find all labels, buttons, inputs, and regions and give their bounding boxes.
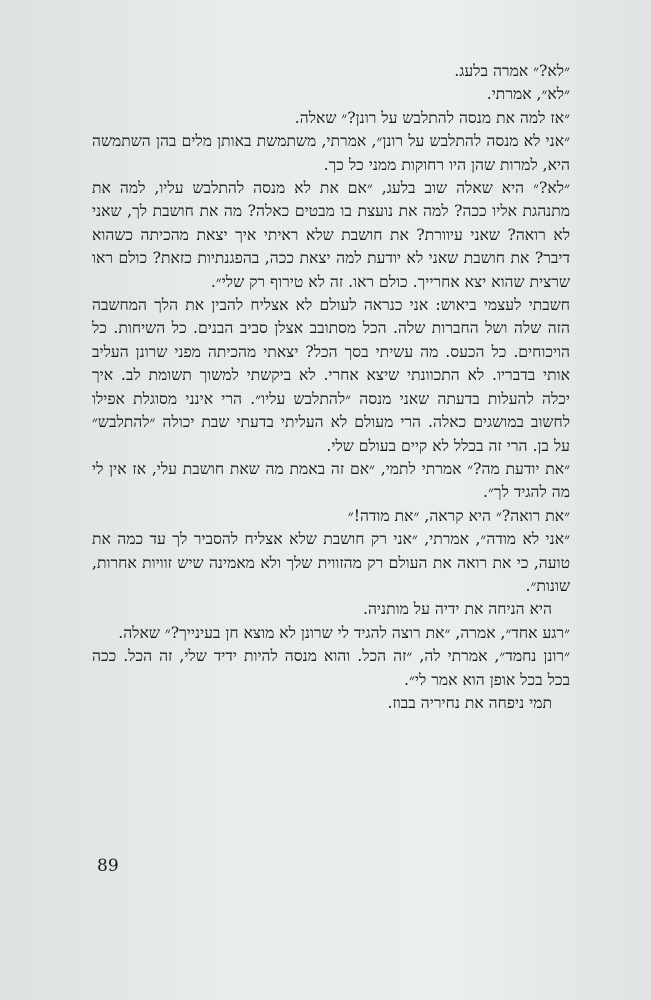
paragraph: ״את יודעת מה?״ אמרתי לתמי, ״אם זה באמת מה שאת חושבת עלי, אז אין לי מה להגיד לך״. bbox=[92, 459, 570, 502]
paragraph: ״רונן נחמד״, אמרתי לה, ״זה הכל. והוא מנסה להיות ידיד שלי, זה הכל. ככה בכל בכל אופן הוא אמר לי״. bbox=[92, 647, 570, 689]
page-number: 89 bbox=[97, 856, 119, 876]
paragraph: ״אני לא מנסה להתלבש על רונן״, אמרתי, משתמשת באותן מלים בהן השתמשה היא, למרות שהן היו רחוקות ממני כל כך. bbox=[92, 132, 570, 174]
paragraph: היא הניחה את ידיה על מותניה. bbox=[363, 600, 552, 619]
paragraph: ״לא?״ היא שאלה שוב בלעג, ״אם את לא מנסה להתלבש עליו, למה את מתנהגת אליו ככה? למה את נועצת בו מבטים כאלה? מה את חושבת לך, שאני לא רואה? שאני עיוורת? את חושבת שלא ראיתי איך יצאת מהכיתה כשהוא דיבר? את חושבת שאני לא יודעת למה יצאת ככה, בהפגנתיות כזאת? כולם ראו שרצית שהוא יצא אחרייך. כולם ראו. זה לא טירוף רק שלי״. bbox=[92, 179, 570, 291]
body-text bbox=[92, 60, 570, 715]
paragraph: ״לא?״ אמרה בלעג. bbox=[454, 62, 570, 80]
paragraph: ״אז למה את מנסה להתלבש על רונן?״ שאלה. bbox=[294, 108, 570, 127]
paragraph: ״רגע אחד״, אמרה, ״את רוצה להגיד לי שרונן לא מוצא חן בעינייך?״ שאלה. bbox=[118, 623, 570, 642]
paragraph: חשבתי לעצמי ביאוש: אני כנראה לעולם לא אצליח להבין את הלך המחשבה הזה שלה ושל החברות שלה. הכל מסתובב אצלן סביב הבנים. כל השיחות. כל הויכוחים. כל הכעס. מה עשיתי בסך הכל? יצאתי מהכיתה מפני שרונן העליב אותי בדבריו. לא התכוונתי שיצא אחרי. לא ביקשתי למשוך תשומת לב. איך יכלה להעלות בדעתה שאני מנסה ״להתלבש עליו״. הרי אינני מסוגלת אפילו לחשוב במושגים כאלה. הרי מעולם לא העליתי בדעתי שבת יכולה ״להתלבש״ על בן. הרי זה בכלל לא קיים בעולם שלי. bbox=[92, 296, 570, 455]
paragraph: ״את רואה?״ היא קראה, ״את מודה!״ bbox=[347, 506, 570, 525]
paragraph: ״אני לא מודה״, אמרתי, ״אני רק חושבת שלא אצליח להסביר לך עד כמה את טועה, כי את רואה את העולם רק מהזווית שלך ולא מאמינה שיש זוויות אחרות, שונות״. bbox=[92, 530, 570, 595]
paragraph: ״לא״, אמרתי. bbox=[486, 85, 570, 104]
paragraph: תמי ניפחה את נחיריה בבוז. bbox=[387, 693, 552, 712]
